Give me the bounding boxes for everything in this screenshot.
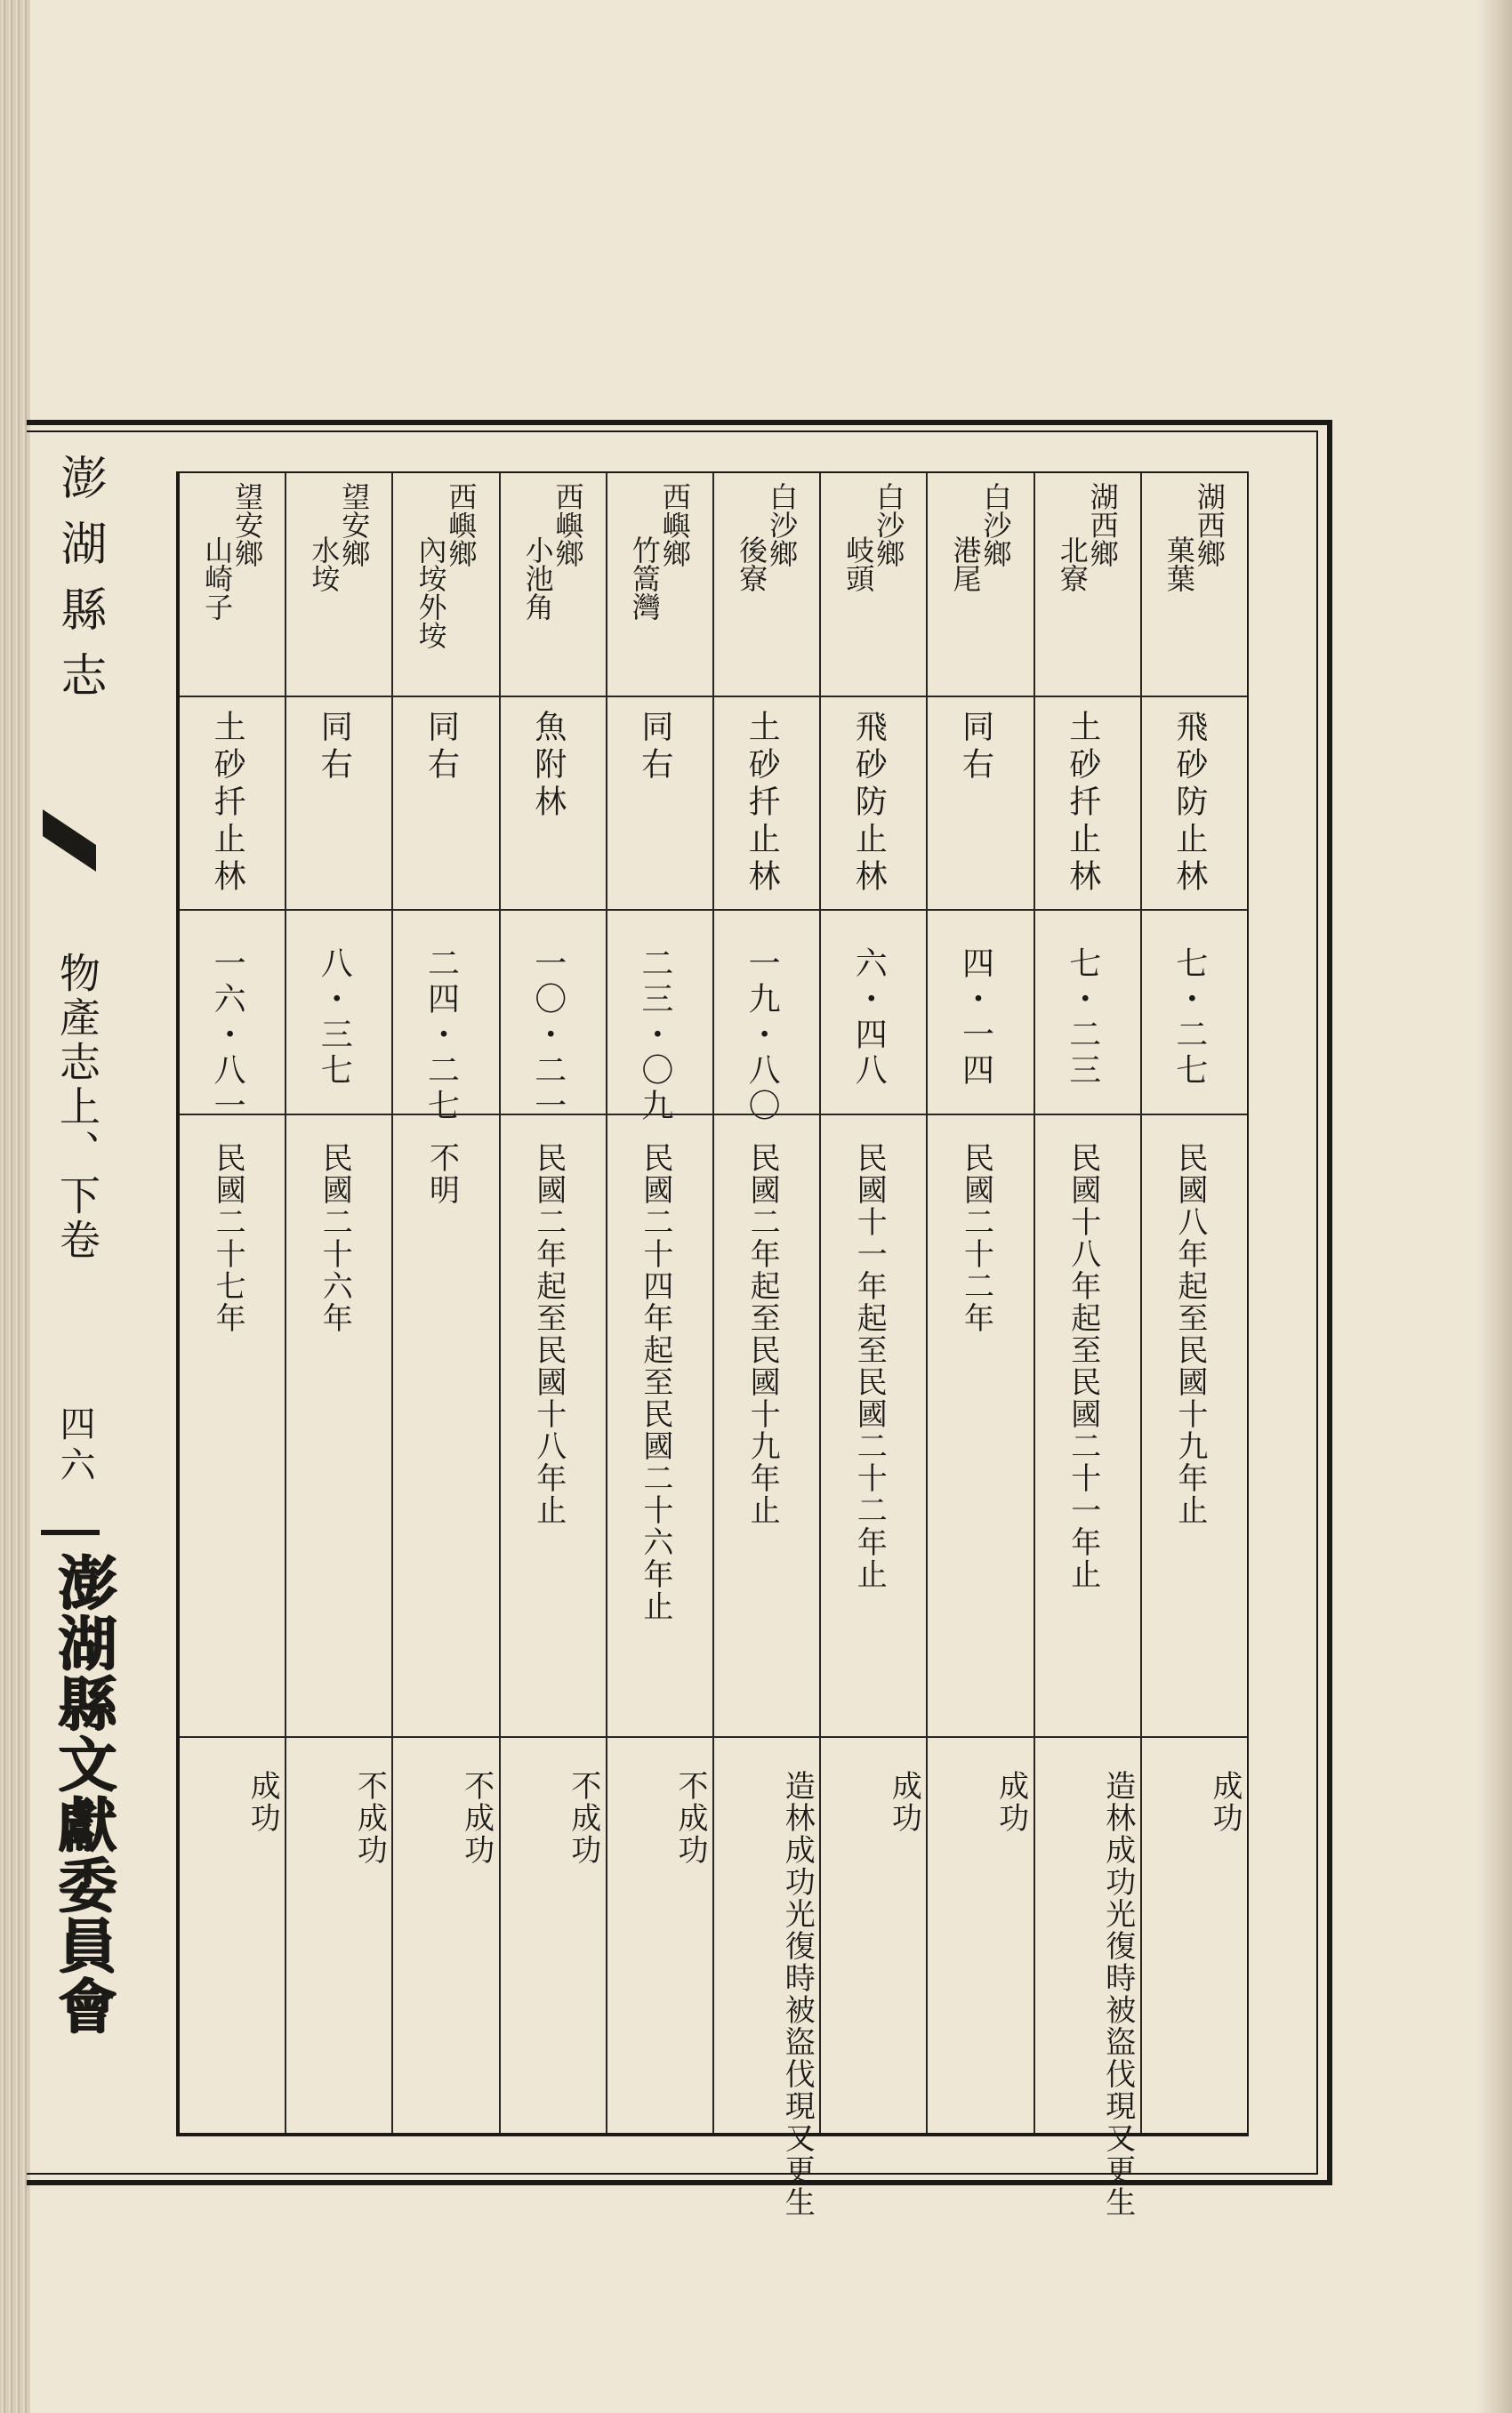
area-value: 一六・八一 [209,946,246,1124]
result-text: 不成功 [672,1770,708,1866]
table-column [712,473,819,2218]
place-stack [1142,482,1247,691]
area-cell [286,909,391,1115]
year-cell [1035,1114,1140,1738]
result-cell [928,1736,1033,2133]
planting-period: 民國八年起至民國十九年止 [1171,1142,1208,1526]
forest-type-cell [928,696,1033,911]
forest-type-cell [1142,696,1247,911]
result-cell [607,1736,712,2133]
area-value: 一九・八〇 [744,946,781,1124]
year-cell [928,1114,1033,1738]
year-cell [821,1114,926,1738]
result-text: 成功 [1207,1770,1243,1834]
area-cell [1035,909,1140,1115]
place-stack [928,482,1033,691]
planting-period: 不明 [423,1142,460,1206]
area-value: 二三・〇九 [636,946,673,1124]
place-stack [821,482,926,691]
result-cell [286,1736,391,2133]
result-text: 成功 [993,1770,1029,1834]
area-cell [1142,909,1247,1115]
table-column [1033,473,1140,2218]
year-cell [286,1114,391,1738]
forest-type: 土砂扦止林 [209,710,246,897]
forest-type: 土砂扦止林 [1064,710,1101,897]
forest-type-cell [1035,696,1140,911]
result-cell [1142,1736,1247,2133]
village-name: 小池角 [520,535,555,621]
planting-period: 民國二十四年起至民國二十六年止 [637,1142,673,1622]
result-cell [393,1736,498,2133]
result-text: 造林成功光復時被盜伐現又更生 [779,1770,816,2218]
area-cell [821,909,926,1115]
planting-period: 民國十一年起至民國二十二年止 [851,1142,888,1590]
area-cell [393,909,498,1124]
village-name: 港尾 [948,535,983,592]
book-title: 澎湖縣志 [52,454,106,717]
forest-type: 飛砂防止林 [850,710,888,897]
township-name: 湖西鄉 [1192,482,1226,567]
area-cell [180,909,285,1124]
place-cell [501,473,606,696]
township-name: 白沙鄉 [872,482,906,567]
forest-type: 同右 [422,710,460,784]
area-cell [714,909,819,1124]
planting-period: 民國二十二年 [958,1142,994,1334]
area-value: 二四・二七 [422,946,460,1124]
place-stack [180,482,285,691]
year-cell [1142,1114,1247,1738]
village-name: 後寮 [735,535,769,592]
forest-type: 同右 [316,710,353,784]
table-column [285,473,391,2133]
village-name: 內垵外垵 [414,535,448,649]
planting-period: 民國二十七年 [210,1142,246,1334]
place-stack [286,482,391,691]
village-name: 山崎子 [200,535,235,621]
fish-tail-mark-icon [43,809,96,872]
village-name: 岐頭 [841,535,876,592]
page-gutter-shadow [1476,0,1512,2413]
place-cell [1142,473,1247,696]
result-text: 造林成功光復時被盜伐現又更生 [1099,1770,1136,2218]
place-cell [821,473,926,696]
year-cell [180,1114,285,1738]
township-name: 白沙鄉 [978,482,1013,567]
planting-period: 民國二年起至民國十八年止 [530,1142,567,1526]
table-column [606,473,712,2133]
year-cell [501,1114,606,1738]
result-text: 不成功 [458,1770,495,1866]
place-stack [1035,482,1140,691]
forest-type-cell [821,696,926,911]
area-cell [928,909,1033,1115]
township-name: 望安鄉 [337,482,372,567]
table-column [180,473,285,2133]
publisher-name: 澎湖縣文獻委員會 [48,1552,117,2036]
village-name: 菓葉 [1162,535,1196,592]
area-value: 八・三七 [316,946,353,1089]
area-value: 四・一四 [957,946,994,1089]
planting-period: 民國二十六年 [317,1142,353,1334]
page-number: 四六 [54,1405,95,1487]
table-column [1140,473,1247,2133]
area-value: 七・二三 [1064,946,1101,1089]
village-name: 水垵 [307,535,342,592]
place-cell [607,473,712,696]
forest-type-cell [501,696,606,911]
village-name: 北寮 [1055,535,1090,592]
place-cell [180,473,285,696]
result-cell [501,1736,606,2133]
book-page-edges [0,0,30,2413]
place-stack [607,482,712,691]
spine-divider [41,1530,100,1535]
table-column [391,473,498,2133]
area-cell [607,909,712,1124]
forest-type: 魚附林 [529,710,567,822]
township-name: 白沙鄉 [765,482,800,567]
table-column [926,473,1033,2133]
forest-type-cell [180,696,285,911]
place-stack [714,482,819,691]
area-value: 一〇・二一 [529,946,567,1124]
forest-type-cell [393,696,498,911]
result-cell [714,1736,819,2218]
year-cell [714,1114,819,1738]
forest-type: 飛砂防止林 [1170,710,1208,897]
place-cell [393,473,498,696]
forest-type-cell [714,696,819,911]
planting-period: 民國十八年起至民國二十一年止 [1065,1142,1101,1590]
township-name: 西嶼鄉 [444,482,479,567]
forest-type-cell [607,696,712,911]
area-value: 六・四八 [850,946,888,1089]
table-column [819,473,926,2133]
year-cell [393,1114,498,1738]
result-cell [180,1736,285,2133]
forest-type: 同右 [957,710,994,784]
chapter-title: 物產志上、下卷 [53,952,101,1263]
township-name: 望安鄉 [230,482,265,567]
area-value: 七・二七 [1170,946,1208,1089]
forest-type: 同右 [636,710,673,784]
result-text: 不成功 [351,1770,388,1866]
planting-period: 民國二年起至民國十九年止 [744,1142,781,1526]
result-text: 不成功 [565,1770,601,1866]
result-cell [821,1736,926,2133]
township-name: 西嶼鄉 [657,482,692,567]
place-cell [714,473,819,696]
page-spine-margin [36,436,117,2188]
place-cell [286,473,391,696]
result-text: 成功 [886,1770,922,1834]
village-name: 竹篙灣 [627,535,662,621]
place-stack [501,482,606,691]
forest-table [176,471,1249,2218]
table-column [499,473,606,2133]
forest-type-cell [286,696,391,911]
area-cell [501,909,606,1124]
forest-type: 土砂扦止林 [744,710,781,897]
place-cell [1035,473,1140,696]
township-name: 西嶼鄉 [551,482,585,567]
result-text: 成功 [245,1770,281,1834]
place-cell [928,473,1033,696]
result-cell [1035,1736,1140,2218]
year-cell [607,1114,712,1738]
place-stack [393,482,498,691]
township-name: 湖西鄉 [1085,482,1120,567]
